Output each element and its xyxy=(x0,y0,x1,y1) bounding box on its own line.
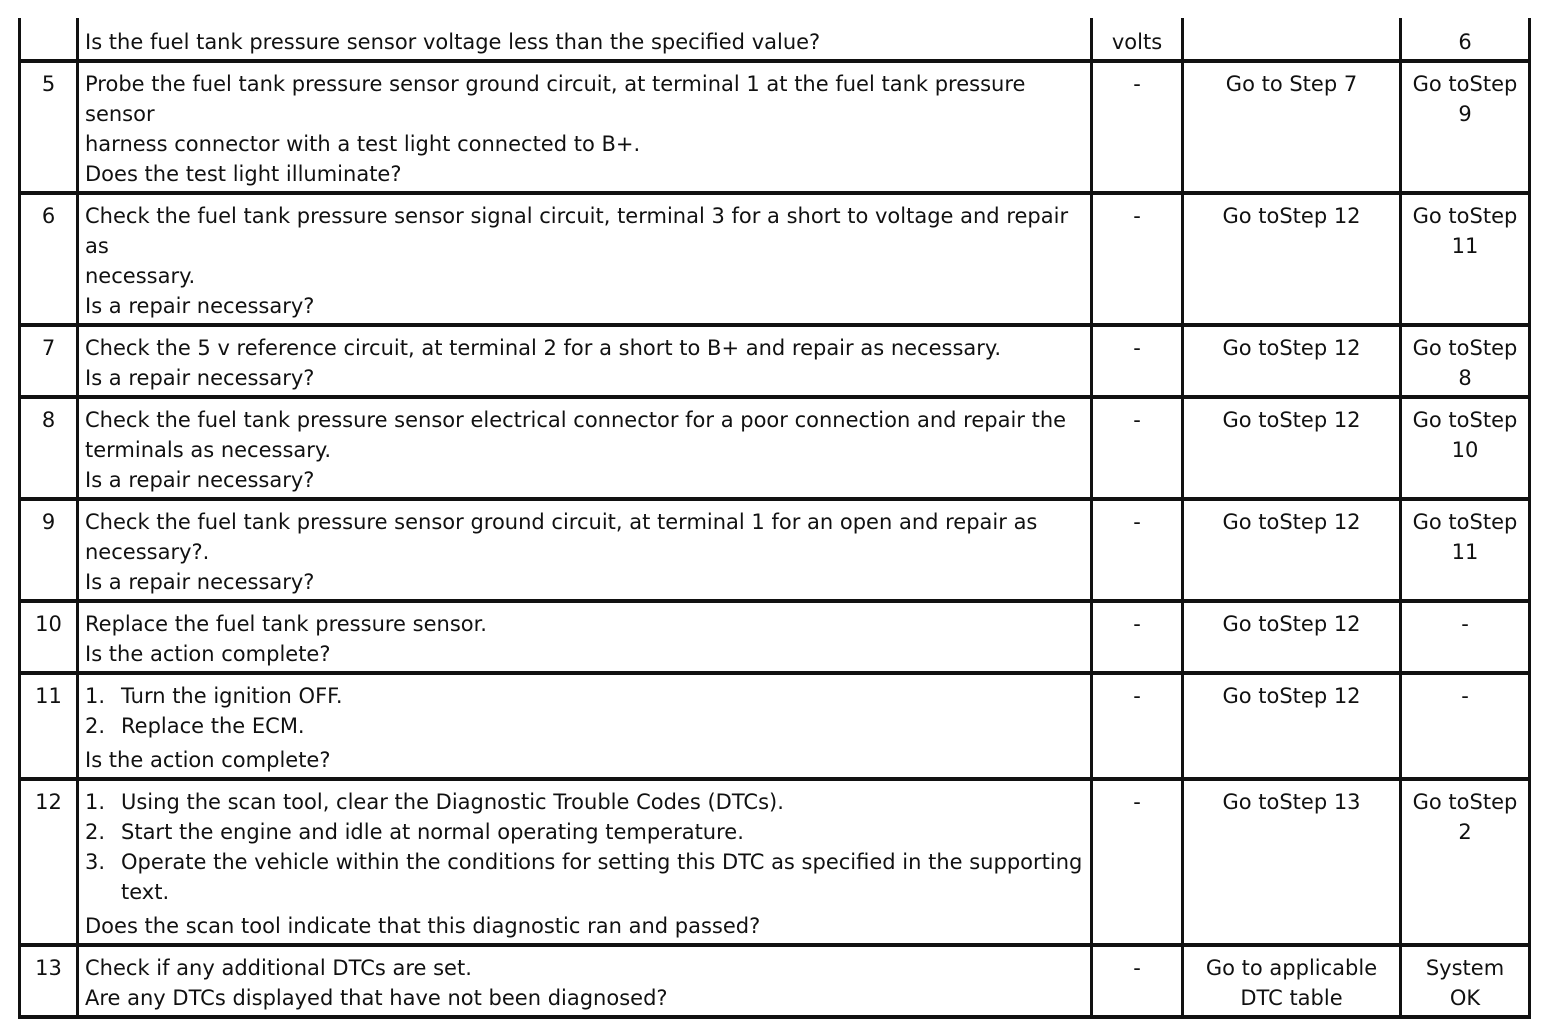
value-cell: - xyxy=(1092,945,1183,1017)
value-cell: - xyxy=(1092,397,1183,499)
action-line: Check if any additional DTCs are set. xyxy=(85,956,472,980)
no-outcome-line: System xyxy=(1425,956,1505,980)
yes-outcome xyxy=(1183,18,1401,61)
list-item-text: Replace the ECM. xyxy=(121,714,305,738)
value-cell: - xyxy=(1092,193,1183,325)
table-row xyxy=(20,325,1530,397)
table-row xyxy=(20,601,1530,673)
no-outcome xyxy=(1401,325,1530,397)
yes-outcome-line: DTC table xyxy=(1240,986,1343,1010)
yes-outcome: Go toStep 12 xyxy=(1183,499,1401,601)
list-item-number: 2. xyxy=(85,820,106,844)
yes-outcome: Go toStep 12 xyxy=(1183,601,1401,673)
table-row xyxy=(20,499,1530,601)
no-outcome: - xyxy=(1401,673,1530,779)
action-text xyxy=(78,193,1092,325)
value-cell: - xyxy=(1092,673,1183,779)
list-item-number: 1. xyxy=(85,684,106,708)
yes-outcome-line: Go to applicable xyxy=(1205,956,1378,980)
value-cell: - xyxy=(1092,779,1183,945)
action-line: Probe the fuel tank pressure sensor ground circuit, at terminal 1 at the fuel tank pressure sensor xyxy=(85,72,1026,126)
yes-outcome: Go toStep 12 xyxy=(1183,673,1401,779)
list-item-text: Using the scan tool, clear the Diagnostic Trouble Codes (DTCs). xyxy=(121,790,784,814)
yes-outcome: Go toStep 12 xyxy=(1183,325,1401,397)
action-step-list xyxy=(85,787,1084,907)
action-line: Check the fuel tank pressure sensor signal circuit, terminal 3 for a short to voltage and repair as xyxy=(85,204,1069,258)
list-item xyxy=(85,817,1084,847)
action-line: Is a repair necessary? xyxy=(85,570,315,594)
value-cell: - xyxy=(1092,61,1183,193)
list-item-number: 1. xyxy=(85,790,106,814)
no-outcome xyxy=(1401,945,1530,1017)
action-text xyxy=(78,61,1092,193)
table-row xyxy=(20,61,1530,193)
step-number: 11 xyxy=(20,673,78,779)
table-row xyxy=(20,673,1530,779)
step-number: 9 xyxy=(20,499,78,601)
no-outcome-line: 2 xyxy=(1458,820,1472,844)
action-question: Does the scan tool indicate that this diagnostic ran and passed? xyxy=(85,914,761,938)
action-text xyxy=(78,325,1092,397)
step-number: 12 xyxy=(20,779,78,945)
no-outcome: - xyxy=(1401,601,1530,673)
yes-outcome xyxy=(1183,945,1401,1017)
no-outcome-line: Go toStep xyxy=(1412,336,1518,360)
no-outcome-line: 8 xyxy=(1458,366,1472,390)
action-line: harness connector with a test light connected to B+. xyxy=(85,132,641,156)
action-step-list xyxy=(85,681,1084,741)
value-cell: volts xyxy=(1092,18,1183,61)
table-row xyxy=(20,193,1530,325)
no-outcome-line: OK xyxy=(1449,986,1481,1010)
yes-outcome: Go toStep 13 xyxy=(1183,779,1401,945)
step-number: 8 xyxy=(20,397,78,499)
action-line: Are any DTCs displayed that have not been diagnosed? xyxy=(85,986,668,1010)
table-row xyxy=(20,779,1530,945)
list-item-number: 3. xyxy=(85,850,106,874)
no-outcome-line: Go toStep xyxy=(1412,510,1518,534)
list-item-text: Turn the ignition OFF. xyxy=(121,684,343,708)
step-number: 13 xyxy=(20,945,78,1017)
action-text xyxy=(78,779,1092,945)
no-outcome: 6 xyxy=(1401,18,1530,61)
table-row xyxy=(20,397,1530,499)
value-cell: - xyxy=(1092,325,1183,397)
no-outcome-line: 10 xyxy=(1451,438,1479,462)
no-outcome-line: 11 xyxy=(1451,540,1479,564)
no-outcome-line: 9 xyxy=(1458,102,1472,126)
no-outcome-line: Go toStep xyxy=(1412,204,1518,228)
list-item-text: Operate the vehicle within the conditions for setting this DTC as specified in the supporting text. xyxy=(121,850,1083,904)
step-number: 5 xyxy=(20,61,78,193)
action-text xyxy=(78,673,1092,779)
action-line: Is a repair necessary? xyxy=(85,366,315,390)
action-line: Check the fuel tank pressure sensor electrical connector for a poor connection and repair the xyxy=(85,408,1067,432)
yes-outcome: Go to Step 7 xyxy=(1183,61,1401,193)
no-outcome xyxy=(1401,499,1530,601)
list-item-number: 2. xyxy=(85,714,106,738)
yes-outcome: Go toStep 12 xyxy=(1183,397,1401,499)
step-number: 10 xyxy=(20,601,78,673)
table-row xyxy=(20,945,1530,1017)
action-question: Is the action complete? xyxy=(85,748,331,772)
no-outcome-line: Go toStep xyxy=(1412,790,1518,814)
action-line: necessary. xyxy=(85,264,196,288)
action-line: Check the 5 v reference circuit, at terminal 2 for a short to B+ and repair as necessary. xyxy=(85,336,1002,360)
list-item xyxy=(85,681,1084,711)
list-item xyxy=(85,847,1084,907)
action-text xyxy=(78,397,1092,499)
action-line: Replace the fuel tank pressure sensor. xyxy=(85,612,487,636)
no-outcome-line: Go toStep xyxy=(1412,408,1518,432)
no-outcome xyxy=(1401,61,1530,193)
action-line: Is a repair necessary? xyxy=(85,294,315,318)
value-cell: - xyxy=(1092,601,1183,673)
list-item xyxy=(85,711,1084,741)
step-number: 7 xyxy=(20,325,78,397)
yes-outcome: Go toStep 12 xyxy=(1183,193,1401,325)
no-outcome xyxy=(1401,397,1530,499)
no-outcome xyxy=(1401,193,1530,325)
step-number xyxy=(20,18,78,61)
list-item xyxy=(85,787,1084,817)
no-outcome xyxy=(1401,779,1530,945)
list-item-text: Start the engine and idle at normal operating temperature. xyxy=(121,820,744,844)
table-row xyxy=(20,18,1530,61)
diagnostic-table xyxy=(18,18,1531,1019)
action-text xyxy=(78,18,1092,61)
step-number: 6 xyxy=(20,193,78,325)
action-line: Is the fuel tank pressure sensor voltage less than the specified value? xyxy=(85,30,821,54)
action-line: Does the test light illuminate? xyxy=(85,162,402,186)
value-cell: - xyxy=(1092,499,1183,601)
action-line: Is a repair necessary? xyxy=(85,468,315,492)
action-line: Check the fuel tank pressure sensor ground circuit, at terminal 1 for an open and repair as xyxy=(85,510,1038,534)
no-outcome-line: 11 xyxy=(1451,234,1479,258)
action-text xyxy=(78,499,1092,601)
action-line: terminals as necessary. xyxy=(85,438,332,462)
action-line: Is the action complete? xyxy=(85,642,331,666)
action-text xyxy=(78,945,1092,1017)
no-outcome-line: Go toStep xyxy=(1412,72,1518,96)
action-line: necessary?. xyxy=(85,540,210,564)
table-body xyxy=(20,18,1530,1017)
action-text xyxy=(78,601,1092,673)
